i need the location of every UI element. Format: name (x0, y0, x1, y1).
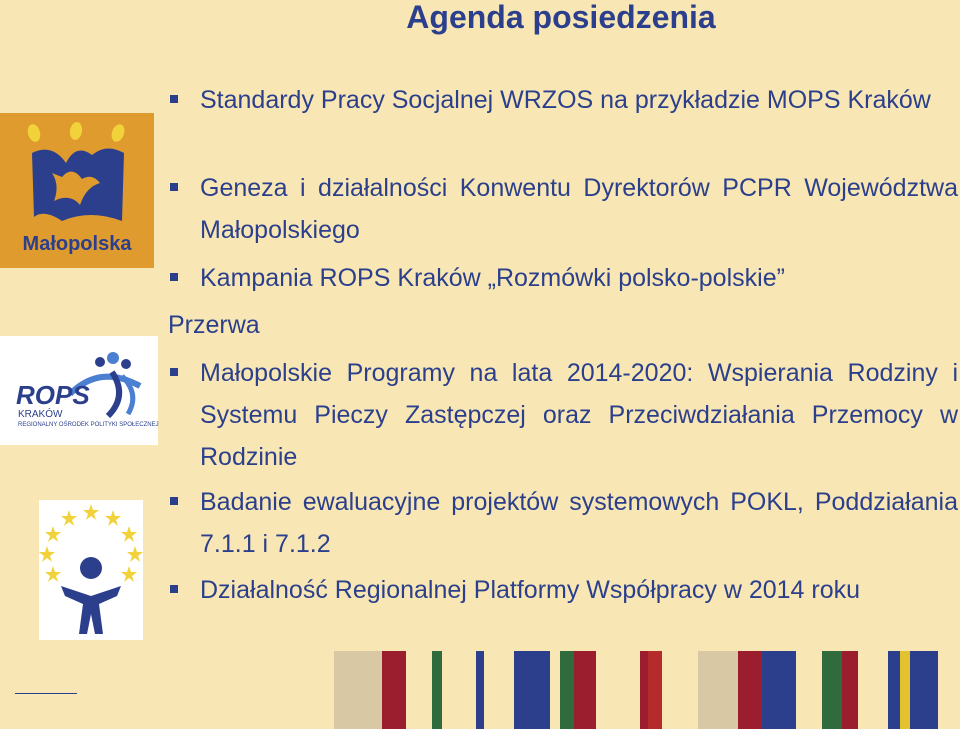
agenda-item-text: Geneza i działalności Konwentu Dyrektorów PCPR Województwa Małopolskiego (200, 174, 958, 244)
square-bullet-icon (170, 368, 178, 376)
agenda-item-text: Działalność Regionalnej Platformy Współpracy w 2014 roku (200, 576, 861, 604)
agenda-item (168, 167, 958, 251)
agenda-item-text: Badanie ewaluacyjne projektów systemowych POKL, Poddziałania 7.1.1 i 7.1.2 (200, 488, 958, 558)
agenda-item (168, 352, 958, 478)
rops-logo-main: ROPS (16, 380, 90, 410)
square-bullet-icon (170, 497, 178, 505)
agenda-item-text: Kampania ROPS Kraków „Rozmówki polsko-polskie” (200, 264, 785, 292)
square-bullet-icon (170, 95, 178, 103)
square-bullet-icon (170, 183, 178, 191)
agenda-item-text: Małopolskie Programy na lata 2014-2020: Wspierania Rodziny i Systemu Pieczy Zastępczej oraz Przeciwdziałania Przemocy w Rodzinie (200, 359, 958, 471)
malopolska-logo-text: Małopolska (22, 233, 132, 255)
eu-stars-figure-icon (39, 500, 143, 640)
square-bullet-icon (170, 585, 178, 593)
page-title: Agenda posiedzenia (406, 0, 716, 35)
square-bullet-icon (170, 273, 178, 281)
eu-logo (39, 500, 143, 640)
agenda-item (168, 257, 958, 299)
rops-logo (0, 336, 158, 445)
agenda-item (168, 481, 958, 565)
decorative-stripes (0, 651, 960, 729)
agenda-break: Przerwa (168, 311, 260, 339)
malopolska-logo (0, 113, 154, 268)
agenda-item-text: Standardy Pracy Socjalnej WRZOS na przykładzie MOPS Kraków (200, 86, 931, 114)
agenda-item (168, 79, 958, 121)
agenda-item (168, 569, 958, 611)
rops-logo-city: KRAKÓW (18, 409, 63, 420)
rops-logo-subtitle: REGIONALNY OŚRODEK POLITYKI SPOŁECZNEJ (18, 422, 159, 428)
